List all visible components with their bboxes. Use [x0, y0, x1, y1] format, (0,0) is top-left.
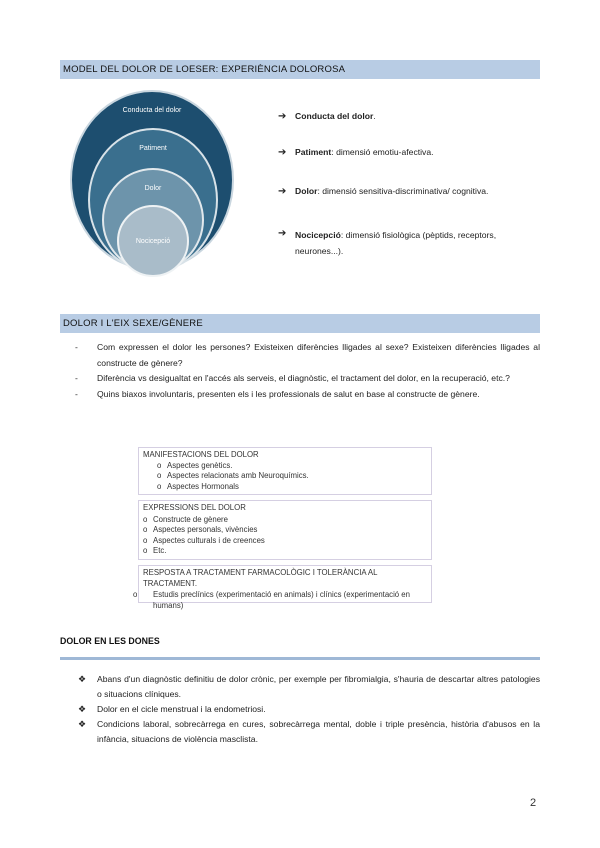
model-item-term: Nocicepció	[295, 230, 341, 240]
divider	[60, 657, 540, 660]
ring-nocicepcio	[117, 205, 189, 277]
arrow-right-icon: ➔	[278, 111, 287, 122]
list-item-text: Condicions laboral, sobrecàrrega en cures, sobrecàrrega mental, doble i triple presència, història d'abusos en la infància, situacions de violència masclista.	[97, 719, 540, 744]
section-heading-loeser: MODEL DEL DOLOR DE LOESER: EXPERIÈNCIA DOLOROSA	[60, 60, 540, 79]
table-row: o Aspectes culturals i de creences	[143, 535, 265, 545]
table-row: o Estudis preclínics (experimentació en animals) i clínics (experimentació en humans)	[133, 590, 410, 610]
table-cell: Aspectes Hormonals	[167, 481, 239, 491]
table-cell: Aspectes personals, vivències	[153, 525, 258, 534]
list-item: - Diferència vs desigualtat en l'accés als serveis, el diagnòstic, el tractament del dolor, en la recuperació, etc.?	[75, 373, 510, 383]
table-cell: Aspectes culturals i de creences	[153, 535, 265, 545]
list-item-text: Diferència vs desigualtat en l'accés als serveis, el diagnòstic, el tractament del dolor, en la recuperació, etc.?	[97, 373, 510, 383]
list-item: - Quins biaxos involuntaris, presenten els i les professionals de salut en base al constructe de gènere.	[75, 388, 480, 399]
model-item-term: Conducta del dolor	[295, 111, 374, 121]
list-item-text: Quins biaxos involuntaris, presenten els i les professionals de salut en base al constructe de gènere.	[97, 388, 480, 399]
list-item	[75, 672, 540, 702]
table-cell: Estudis preclínics (experimentació en animals) i clínics (experimentació en humans)	[153, 590, 410, 610]
table-row: o Aspectes relacionats amb Neuroquímics.	[157, 471, 309, 480]
dones-list	[75, 672, 540, 747]
table-row: o Etc.	[143, 546, 167, 555]
list-item	[75, 702, 540, 717]
diamond-bullet-icon: ❖	[78, 704, 87, 714]
table-cell: Etc.	[153, 546, 167, 555]
section-heading-dones: DOLOR EN LES DONES	[60, 636, 160, 646]
model-item-term: Dolor	[295, 186, 318, 196]
model-item-desc: .	[373, 111, 376, 121]
table-row: o Aspectes Hormonals	[157, 481, 239, 491]
section-heading-sexe: DOLOR I L'EIX SEXE/GÈNERE	[60, 314, 540, 333]
table-row: o Aspectes personals, vivències	[143, 525, 258, 534]
diamond-bullet-icon: ❖	[78, 719, 87, 729]
arrow-right-icon: ➔	[278, 147, 287, 158]
list-item-text: Dolor en el cicle menstrual i la endometriosi.	[97, 704, 266, 714]
table-row: o Aspectes genètics.	[157, 460, 233, 470]
list-item-text: Com expressen el dolor les persones? Existeixen diferències lligades al sexe? Existeixen diferències lligades al constructe de gènere?	[97, 342, 540, 368]
ring-label-dolor: Dolor	[144, 185, 162, 192]
table-cell: Aspectes relacionats amb Neuroquímics.	[167, 471, 309, 480]
table-resposta	[133, 565, 432, 610]
model-item-desc: : dimensió sensitiva-discriminativa/ cognitiva.	[317, 186, 489, 196]
sexe-question-list	[75, 340, 540, 402]
arrow-right-icon: ➔	[278, 186, 287, 197]
table-expressions	[138, 500, 432, 560]
table-cell: Constructe de gènere	[153, 514, 228, 524]
model-item-term: Patiment	[295, 147, 332, 157]
list-item-text: Abans d'un diagnòstic definitiu de dolor crònic, per exemple per fibromialgia, s'hauria de descartar altres patologies o situacions clíniques.	[97, 674, 540, 699]
table-cell: Aspectes genètics.	[167, 460, 233, 470]
list-item: - Com expressen el dolor les persones? Existeixen diferències lligades al sexe? Existeixen diferències lligades al constructe de gènere?	[75, 342, 540, 368]
table-heading: MANIFESTACIONS DEL DOLOR	[143, 450, 259, 459]
diamond-bullet-icon: ❖	[78, 674, 87, 684]
ring-label-nocicepcio: Nocicepció	[135, 238, 171, 245]
model-item-desc: : dimensió emotiu-afectiva.	[331, 147, 434, 157]
loeser-model-diagram	[60, 90, 250, 280]
model-item-desc: : dimensió fisiològica (pèptids, receptors, neurones...).	[295, 230, 497, 256]
ring-label-conducta: Conducta del dolor	[122, 107, 182, 114]
list-item	[75, 717, 540, 747]
ring-label-patiment: Patiment	[139, 145, 167, 152]
table-manifestacions	[138, 447, 432, 495]
table-heading: RESPOSTA A TRACTAMENT FARMACOLÒGIC I TOLERÀNCIA AL TRACTAMENT.	[143, 568, 378, 588]
page-number: 2	[530, 797, 537, 809]
table-heading: EXPRESSIONS DEL DOLOR	[143, 503, 246, 512]
table-row: o Constructe de gènere	[143, 514, 228, 524]
arrow-right-icon: ➔	[278, 228, 287, 239]
